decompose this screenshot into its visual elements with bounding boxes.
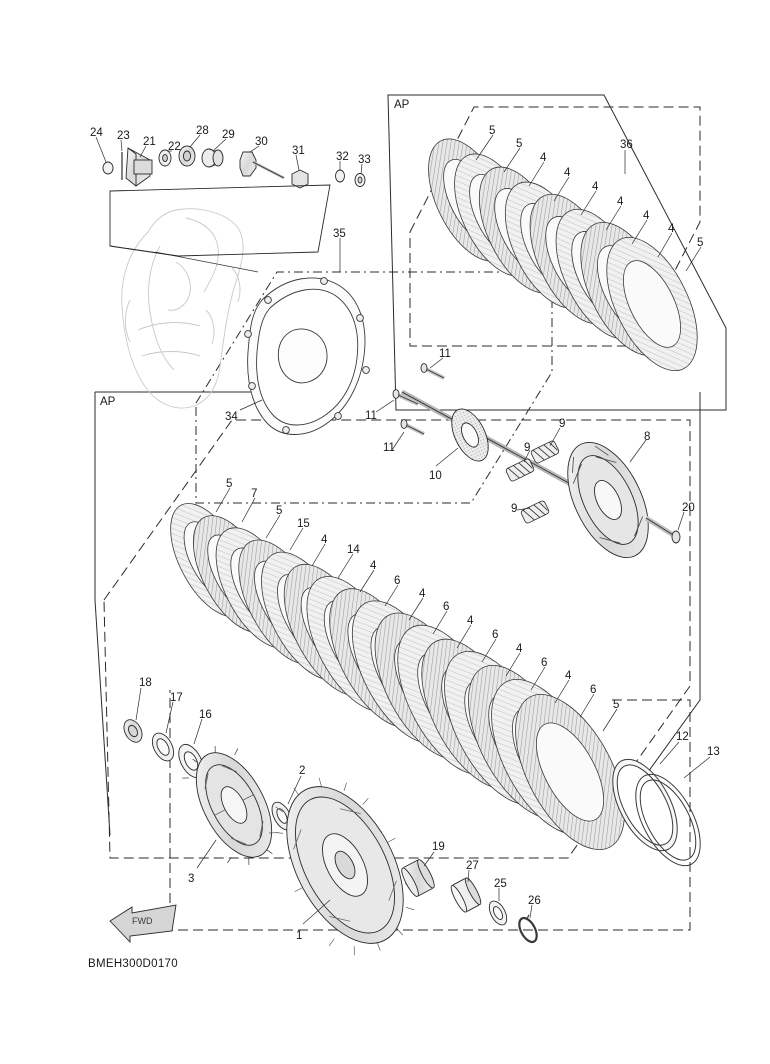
callout-number: 25 — [494, 878, 507, 890]
callout-number: 11 — [365, 410, 377, 422]
callout-number: 2 — [299, 765, 306, 777]
callout-number: 34 — [225, 411, 238, 423]
callout-number: 29 — [222, 129, 235, 141]
callout-number: 11 — [383, 442, 395, 454]
callout-number: 5 — [613, 699, 620, 711]
callout-number: 11 — [439, 348, 451, 360]
callout-number: 10 — [429, 470, 442, 482]
callout-number: 27 — [466, 860, 479, 872]
callout-number: 20 — [682, 502, 695, 514]
callout-number: 16 — [199, 709, 212, 721]
callout-number: 4 — [564, 167, 571, 179]
callout-number: 6 — [443, 601, 450, 613]
callout-number: 32 — [336, 151, 349, 163]
callout-number: 6 — [394, 575, 401, 587]
engine-case-ghost — [122, 209, 243, 408]
callout-number: 4 — [419, 588, 426, 600]
callout-number: 5 — [697, 237, 704, 249]
callout-number: 5 — [489, 125, 496, 137]
callout-number: 36 — [620, 139, 633, 151]
callout-number: 6 — [492, 629, 499, 641]
callout-number: 33 — [358, 154, 371, 166]
callout-number: 26 — [528, 895, 541, 907]
callout-number: 15 — [297, 518, 310, 530]
callout-number: 19 — [432, 841, 445, 853]
group-tag-ap-lower — [100, 397, 115, 409]
callout-number: 7 — [251, 488, 258, 500]
clutch-cover-gasket — [245, 278, 370, 435]
callout-number: 9 — [524, 442, 531, 454]
callout-number: 4 — [516, 643, 523, 655]
callout-number: 9 — [511, 503, 518, 515]
callout-number: 9 — [559, 418, 566, 430]
callout-number: 5 — [276, 505, 283, 517]
callout-number: 1 — [296, 930, 303, 942]
callout-number: 22 — [168, 141, 181, 153]
callout-number: 30 — [255, 136, 268, 148]
callout-number: 4 — [467, 615, 474, 627]
callout-number: 23 — [117, 130, 130, 142]
group-tag-label: AP — [394, 99, 410, 111]
callout-number: 4 — [643, 210, 650, 222]
leader-lines-rings — [660, 742, 710, 778]
callout-number: 6 — [590, 684, 597, 696]
callout-number: 17 — [170, 692, 183, 704]
callout-number: 5 — [516, 138, 523, 150]
group-tag-label: AP — [100, 396, 116, 408]
callout-number: 35 — [333, 228, 346, 240]
pressure-plate-shaft — [393, 364, 680, 571]
callout-number: 4 — [321, 534, 328, 546]
callout-number: 6 — [541, 657, 548, 669]
fwd-arrow-label: FWD — [132, 916, 153, 926]
detail-pointer-box — [110, 185, 330, 272]
callout-number: 4 — [617, 196, 624, 208]
part-code-label: BMEH300D0170 — [88, 958, 178, 970]
callout-number: 8 — [644, 431, 651, 443]
callout-number: 12 — [676, 731, 689, 743]
callout-number: 4 — [370, 560, 377, 572]
callout-number: 21 — [143, 136, 156, 148]
callout-number: 31 — [292, 145, 305, 157]
callout-number: 13 — [707, 746, 720, 758]
callout-number: 18 — [139, 677, 152, 689]
callout-number: 4 — [592, 181, 599, 193]
callout-number: 3 — [188, 873, 195, 885]
callout-number: 5 — [226, 478, 233, 490]
callout-number: 4 — [565, 670, 572, 682]
callout-number: 24 — [90, 127, 103, 139]
callout-number: 4 — [540, 152, 547, 164]
callout-number: 4 — [668, 223, 675, 235]
callout-number: 28 — [196, 125, 209, 137]
group-tag-ap-upper — [394, 100, 409, 112]
callout-number: 14 — [347, 544, 360, 556]
